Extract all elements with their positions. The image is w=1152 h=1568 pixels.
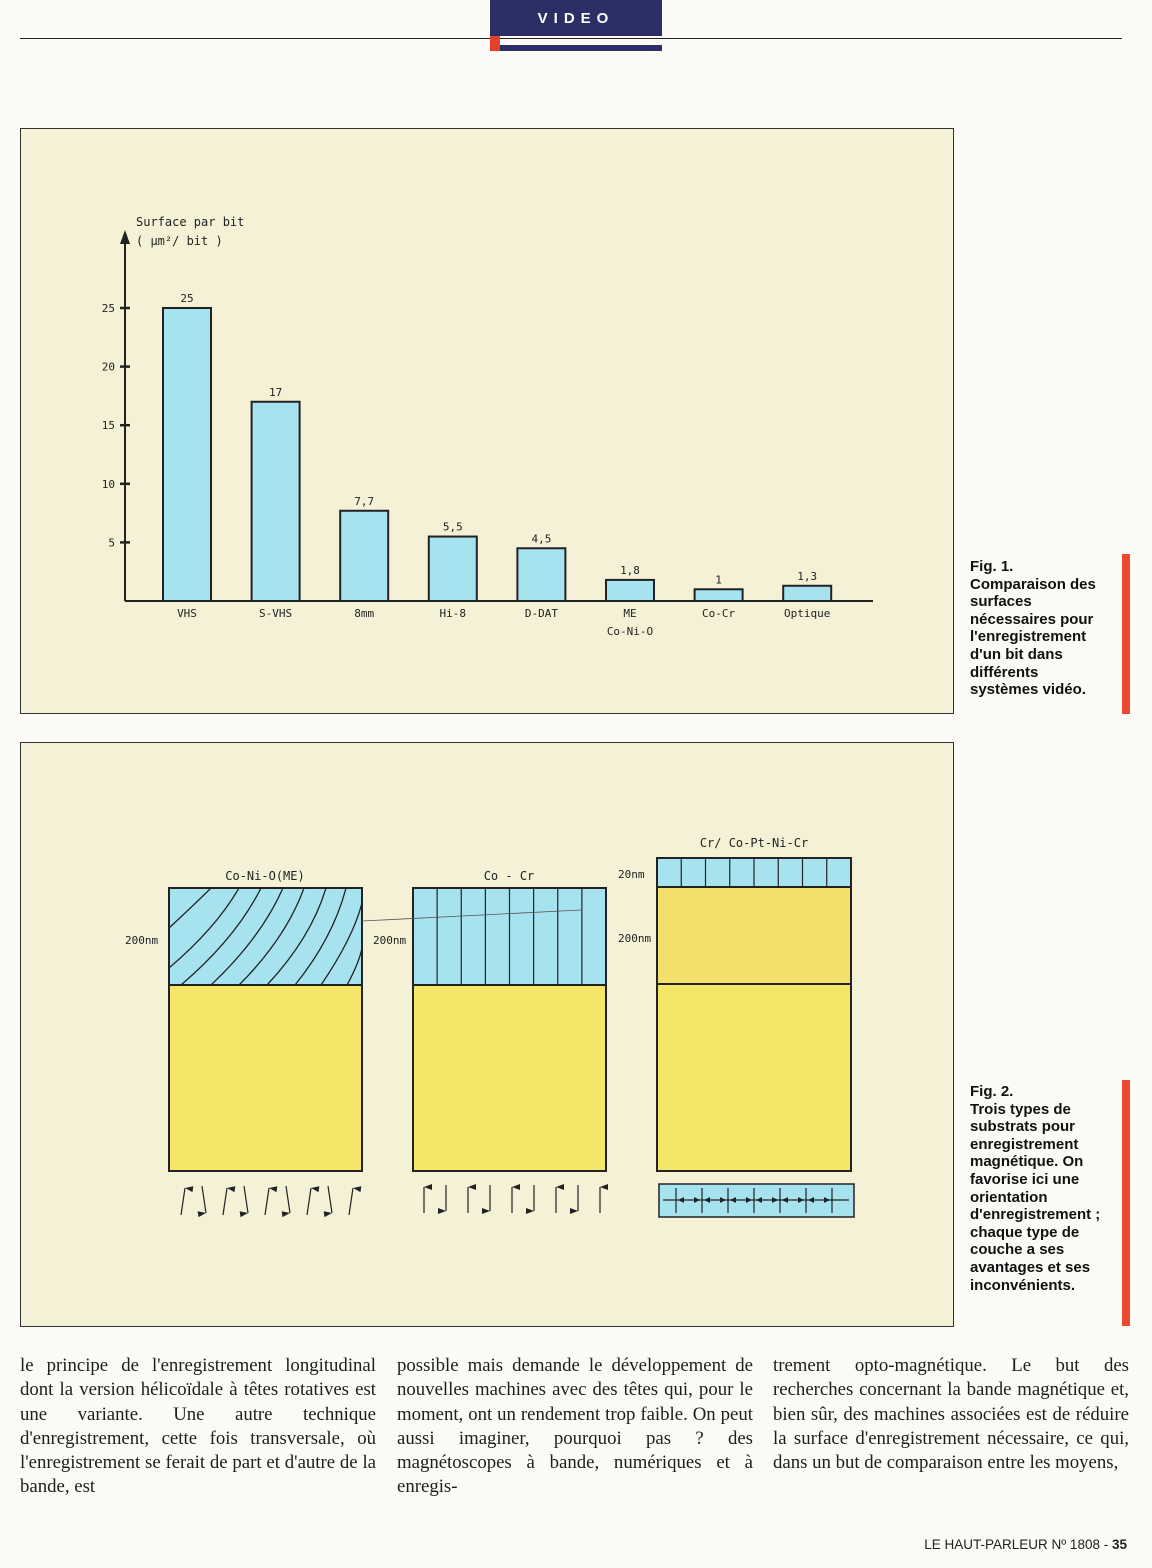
bar [695, 589, 743, 601]
x-category-label: Co-Ni-O [606, 625, 654, 638]
bar-value-label: 5,5 [442, 520, 463, 534]
figure-1-panel [20, 128, 954, 714]
layer-thickness-label: 200nm [618, 932, 652, 945]
bar-value-label: 1,8 [620, 563, 640, 577]
bar [783, 586, 831, 601]
header-blue-accent [500, 45, 662, 51]
figure-2-panel [20, 742, 954, 1327]
substrate-title: Cr/ Co-Pt-Ni-Cr [699, 836, 809, 850]
x-category-label: S-VHS [259, 607, 293, 620]
section-tab: VIDEO [490, 0, 662, 36]
bar [429, 537, 477, 601]
magnetization-arrow-icon [286, 1186, 290, 1213]
substrate-title: Co - Cr [483, 869, 535, 883]
y-axis-unit-label: ( µm²/ bit ) [136, 234, 223, 248]
substrate-co-ni-o [125, 869, 365, 1325]
layer-thickness-label: 200nm [373, 934, 407, 947]
magnetization-arrow-icon [307, 1188, 311, 1215]
bar-value-label: 7,7 [354, 494, 375, 508]
bar [163, 308, 211, 601]
bar-value-label: 17 [268, 385, 283, 399]
x-category-label: D-DAT [524, 607, 558, 620]
magnetization-arrow-icon [349, 1188, 353, 1215]
caption-1-accent [1122, 554, 1130, 714]
magnetization-arrow-icon [223, 1188, 227, 1215]
magnetization-arrow-icon [244, 1186, 248, 1213]
y-tick-label: 10 [101, 477, 115, 491]
substrate-cr-co-pt-ni-cr [618, 836, 854, 1217]
journal-name: LE HAUT-PARLEUR Nº 1808 - [924, 1537, 1112, 1552]
top-layer-thickness-label: 20nm [618, 868, 645, 881]
bar-value-label: 1,3 [797, 569, 818, 583]
magnetization-arrow-icon [202, 1186, 206, 1213]
y-axis-arrow-icon [120, 230, 130, 244]
bar-value-label: 4,5 [531, 532, 552, 546]
y-tick-label: 5 [108, 536, 115, 550]
y-axis-label: Surface par bit [136, 215, 245, 229]
substrate-diagram [21, 743, 952, 1325]
y-tick-label: 25 [101, 302, 115, 315]
figure-2-caption [970, 1083, 1110, 1294]
y-tick-label: 20 [101, 360, 115, 374]
header-rule [20, 38, 1122, 39]
x-category-label: Hi-8 [439, 607, 467, 620]
base-layer [657, 984, 851, 1171]
page-number: 35 [1111, 1537, 1127, 1552]
caption-2-accent [1122, 1080, 1130, 1326]
bar-value-label: 25 [180, 292, 194, 305]
x-category-label: 8mm [354, 607, 375, 620]
substrate-co-cr [373, 869, 609, 1325]
x-category-label: VHS [177, 607, 197, 620]
x-category-label: ME [623, 607, 637, 620]
magnetization-arrow-icon [265, 1188, 269, 1215]
layer-thickness-label: 200nm [125, 934, 159, 947]
page-footer [924, 1537, 1127, 1552]
figure-1-caption-head: Fig. 1. [970, 558, 1014, 575]
figure-2-caption-head: Fig. 2. [970, 1083, 1014, 1100]
x-category-label: Optique [784, 607, 831, 620]
y-tick-label: 15 [101, 419, 115, 433]
bar [517, 548, 565, 601]
figure-2-caption-body: Trois types de substrats pour enregistrement magnétique. On favorise ici une orientation d'enregistrement ; chaque type de couche a ses avantages et ses inconvénients. [970, 1100, 1101, 1294]
x-category-label: Co-Cr [702, 607, 736, 620]
base-layer [169, 985, 362, 1171]
magnetization-arrow-icon [181, 1188, 185, 1215]
text-column-2: possible mais demande le développement de nouvelles machines avec des têtes qui, pour le moment, ont un rendement trop faible. On peut aussi imaginer, pourquoi pas ? des magnétoscopes à bande, numériques et à enregis- [397, 1355, 753, 1498]
underlayer [657, 887, 851, 984]
base-layer [413, 985, 606, 1171]
text-column-3: trement opto-magnétique. Le but des recherches concernant la bande magnétique et, bien sûr, des machines associées est de réduire la surface d'enregistrement nécessaire, ce qui, dans un but de comparaison entre les moyens, [773, 1355, 1129, 1474]
figure-1-caption-body: Comparaison des surfaces nécessaires pour l'enregistrement d'un bit dans différents systèmes vidéo. [970, 575, 1096, 699]
bar [606, 580, 654, 601]
bar-value-label: 1 [715, 573, 722, 587]
figure-1-caption [970, 558, 1110, 699]
bar [252, 402, 300, 601]
substrate-title: Co-Ni-O(ME) [225, 869, 305, 883]
magnetization-arrow-icon [328, 1186, 332, 1213]
bar-chart [21, 129, 952, 712]
text-column-1: le principe de l'enregistrement longitudinal dont la version hélicoïdale à têtes rotatives est une variante. Une autre technique d'enregistrement, cette fois transversale, où l'enregistrement se ferait de part et d'autre de la bande, est [20, 1355, 376, 1498]
bar [340, 511, 388, 601]
